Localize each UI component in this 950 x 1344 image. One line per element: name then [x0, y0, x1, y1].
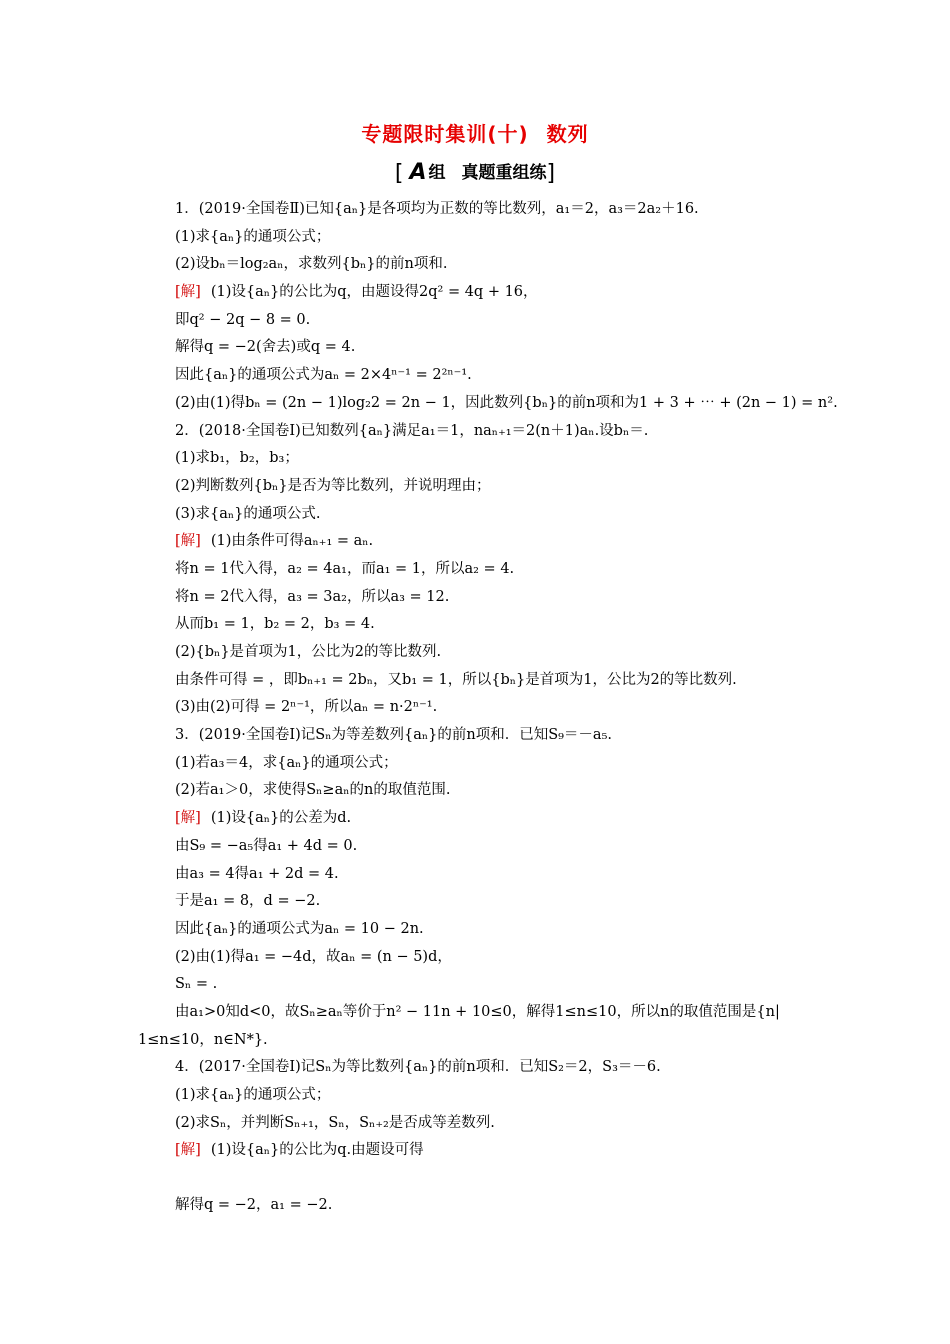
problem-4-part-2: (2)求Sₙ，并判断Sₙ₊₁，Sₙ，Sₙ₊₂是否成等差数列.	[175, 1114, 495, 1131]
solution-line-continued: 1≤n≤10，n∈N*}.	[138, 1031, 268, 1048]
solution-line: (3)由(2)可得 = 2ⁿ⁻¹，所以aₙ = n·2ⁿ⁻¹.	[175, 699, 438, 716]
problem-3-part-2: (2)若a₁＞0，求使得Sₙ≥aₙ的n的取值范围.	[175, 782, 451, 799]
solution-line: 将n = 2代入得，a₃ = 3a₂，所以a₃ = 12.	[175, 588, 450, 605]
solution-line	[175, 279, 823, 307]
title-main: 专题限时集训(十)	[361, 122, 529, 146]
problem-2-part-1: (1)求b₁，b₂，b₃；	[175, 450, 299, 467]
solution-line: Sₙ = .	[175, 976, 218, 993]
solution-line: 从而b₁ = 1，b₂ = 2，b₃ = 4.	[175, 616, 375, 633]
group-label: 组	[428, 163, 446, 183]
section-heading	[0, 158, 950, 186]
problem-2-part-3: (3)求{aₙ}的通项公式.	[175, 505, 321, 522]
problem-3-part-1: (1)若a₃＝4，求{aₙ}的通项公式；	[175, 754, 398, 771]
solution-tag: [解]	[175, 1142, 201, 1159]
problem-3-stem: 3．(2019·全国卷Ⅰ)记Sₙ为等差数列{aₙ}的前n项和．已知S₉＝－a₅.	[175, 727, 613, 744]
solution-line	[175, 1137, 823, 1192]
solution-text: (1)设{aₙ}的公差为d.	[210, 810, 352, 827]
problem-1-part-1: (1)求{aₙ}的通项公式；	[175, 228, 331, 245]
solution-line: 即q² − 2q − 8 = 0.	[175, 311, 311, 328]
solution-line: 因此{aₙ}的通项公式为aₙ = 10 − 2n.	[175, 920, 424, 937]
solution-line: 因此{aₙ}的通项公式为aₙ = 2×4ⁿ⁻¹ = 2²ⁿ⁻¹.	[175, 367, 472, 384]
page-title	[0, 118, 950, 147]
problem-1-part-2: (2)设bₙ＝log₂aₙ，求数列{bₙ}的前n项和.	[175, 256, 448, 273]
solution-line: 由条件可得 = ，即bₙ₊₁ = 2bₙ，又b₁ = 1，所以{bₙ}是首项为1，公比为2的等比数列.	[175, 671, 737, 688]
problem-2-part-2: (2)判断数列{bₙ}是否为等比数列，并说明理由；	[175, 477, 491, 494]
solution-text: (1)设{aₙ}的公比为q.由题设可得	[210, 1142, 424, 1159]
solution-text: (1)由条件可得aₙ₊₁ = aₙ.	[210, 533, 374, 550]
solution-line: (2)由(1)得bₙ = (2n − 1)log₂2 = 2n − 1，因此数列{bₙ}的前n项和为1 + 3 + ⋯ + (2n − 1) = n².	[175, 394, 838, 411]
title-topic: 数列	[546, 122, 589, 146]
solution-line: 由a₃ = 4得a₁ + 2d = 4.	[175, 865, 339, 882]
problem-4-stem: 4．(2017·全国卷Ⅰ)记Sₙ为等比数列{aₙ}的前n项和．已知S₂＝2，S₃＝－6.	[175, 1059, 661, 1076]
solution-line: 解得q = −2(舍去)或q = 4.	[175, 339, 356, 356]
solution-line: (2){bₙ}是首项为1，公比为2的等比数列.	[175, 644, 442, 660]
solution-line	[175, 805, 823, 833]
solution-line: 由a₁>0知d<0，故Sₙ≥aₙ等价于n² − 11n + 10≤0，解得1≤n≤10，所以n的取值范围是{n|	[175, 1003, 780, 1020]
solution-line: 将n = 1代入得，a₂ = 4a₁，而a₁ = 1，所以a₂ = 4.	[175, 560, 515, 577]
problem-1-stem: 1．(2019·全国卷Ⅱ)已知{aₙ}是各项均为正数的等比数列，a₁＝2，a₃＝2a₂＋16.	[175, 201, 699, 217]
problem-4-part-1: (1)求{aₙ}的通项公式；	[175, 1087, 331, 1103]
open-bracket: [	[394, 161, 404, 186]
solution-line: 解得q = −2，a₁ = −2.	[175, 1197, 333, 1214]
solution-tag: [解]	[175, 284, 201, 301]
group-letter-icon: A	[409, 160, 427, 185]
problem-2-stem: 2．(2018·全国卷Ⅰ)已知数列{aₙ}满足a₁＝1，naₙ₊₁＝2(n＋1)aₙ.设bₙ＝.	[175, 422, 649, 439]
problem-content	[138, 196, 838, 1220]
solution-line: 由S₉ = −a₅得a₁ + 4d = 0.	[175, 837, 358, 854]
solution-tag: [解]	[175, 533, 201, 550]
group-name: 真题重组练	[461, 163, 547, 183]
solution-line: 于是a₁ = 8，d = −2.	[175, 893, 321, 910]
close-bracket: ]	[546, 161, 556, 186]
solution-tag: [解]	[175, 810, 201, 827]
solution-line	[175, 528, 823, 556]
solution-line: (2)由(1)得a₁ = −4d，故aₙ = (n − 5)d，	[175, 948, 452, 965]
solution-text: (1)设{aₙ}的公比为q，由题设得2q² = 4q + 16，	[210, 284, 538, 301]
